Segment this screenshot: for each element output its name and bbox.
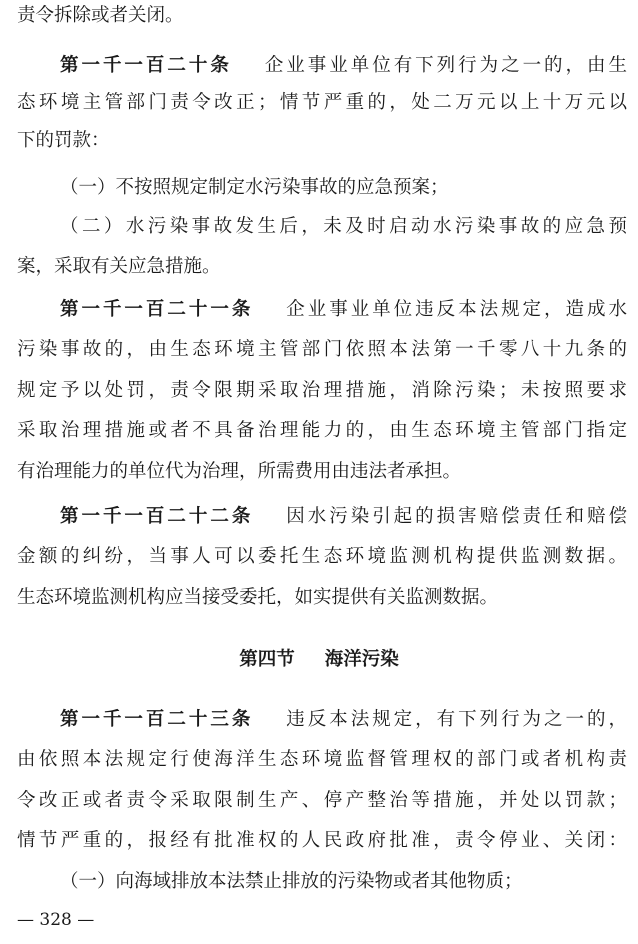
text-line: 企业事业单位有下列行为之一的，由生 (261, 55, 627, 76)
article-number: 第一千一百二十一条 (60, 299, 254, 320)
text-line: 案，采取有关应急措施。 (17, 256, 221, 277)
page-number: — 328 — (17, 910, 95, 930)
article-number: 第一千一百二十条 (60, 55, 232, 76)
article-1123-heading-line (60, 708, 627, 732)
text-line: 令改正或者责令采取限制生产、停产整治等措施，并处以罚款； (17, 790, 627, 811)
text-line: 态环境主管部门责令改正；情节严重的，处二万元以上十万元以 (17, 92, 627, 113)
text-line: 生态环境监测机构应当接受委托，如实提供有关监测数据。 (17, 587, 499, 608)
section-number: 第四节 (239, 649, 295, 670)
text-line: 规定予以处罚，责令限期采取治理措施，消除污染；未按照要求 (17, 380, 627, 401)
text-line: （一）不按照规定制定水污染事故的应急预案； (60, 177, 449, 198)
section-title: 海洋污染 (324, 649, 399, 670)
text-line: 金额的纠纷，当事人可以委托生态环境监测机构提供监测数据。 (17, 546, 627, 567)
article-number: 第一千一百二十三条 (60, 709, 254, 730)
text-line: 因水污染引起的损害赔偿责任和赔偿 (283, 506, 627, 527)
article-1121-heading-line (60, 298, 627, 322)
text-line: 下的罚款： (17, 130, 110, 151)
text-line: （二）水污染事故发生后，未及时启动水污染事故的应急预 (60, 216, 627, 237)
text-line: 违反本法规定，有下列行为之一的， (283, 709, 627, 730)
section-heading (0, 648, 638, 672)
article-1122-heading-line (60, 505, 627, 529)
text-line: 有治理能力的单位代为治理，所需费用由违法者承担。 (17, 461, 462, 482)
text-line: 企业事业单位违反本法规定，造成水 (283, 299, 627, 320)
text-line: 采取治理措施或者不具备治理能力的，由生态环境主管部门指定 (17, 420, 627, 441)
article-1120-heading-line (60, 54, 627, 78)
text-line: 由依照本法规定行使海洋生态环境监督管理权的部门或者机构责 (17, 749, 627, 770)
article-number: 第一千一百二十二条 (60, 506, 254, 527)
text-line: （一）向海域排放本法禁止排放的污染物或者其他物质； (60, 871, 523, 892)
text-line: 情节严重的，报经有批准权的人民政府批准，责令停业、关闭： (17, 830, 627, 851)
text-line: 污染事故的，由生态环境主管部门依照本法第一千零八十九条的 (17, 339, 627, 360)
text-line: 责令拆除或者关闭。 (17, 5, 184, 26)
